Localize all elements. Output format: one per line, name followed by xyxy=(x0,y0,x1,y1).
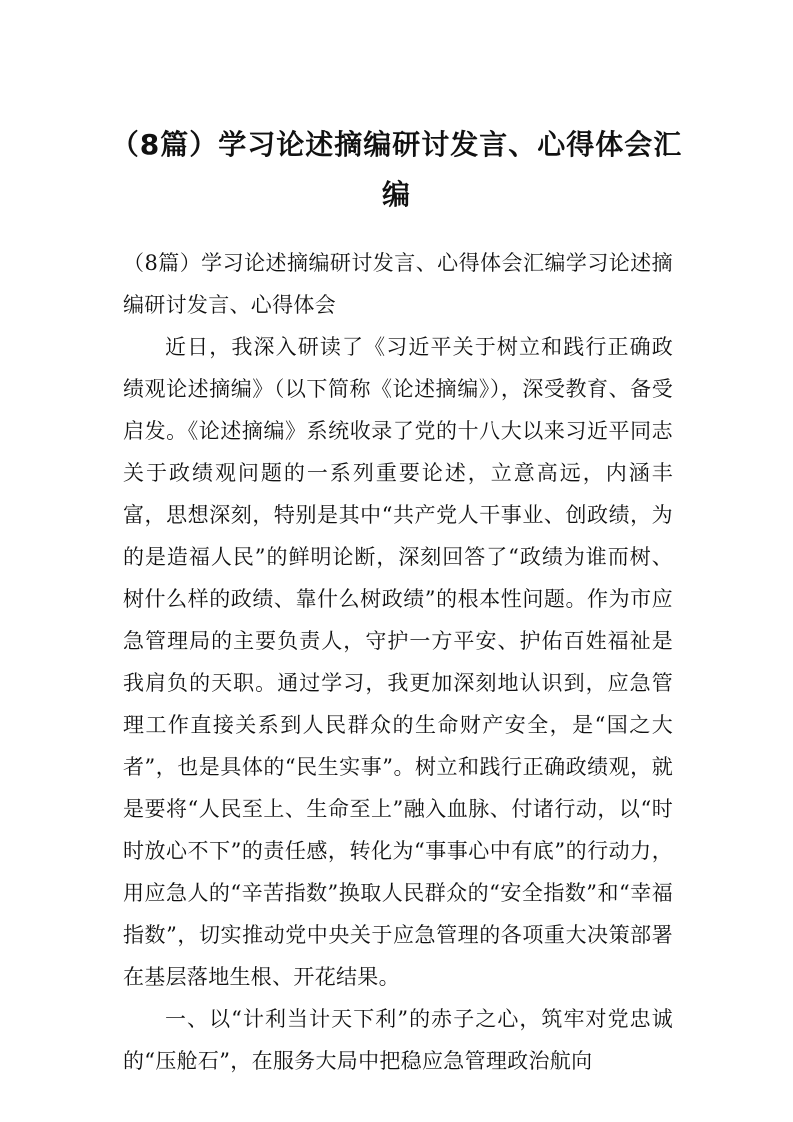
document-body xyxy=(123,242,673,1082)
subtitle-paragraph: （8篇）学习论述摘编研讨发言、心得体会汇编学习论述摘编研讨发言、心得体会 xyxy=(123,251,673,317)
document-title: （8篇）学习论述摘编研讨发言、心得体会汇编 xyxy=(110,128,683,211)
body-paragraph-intro: 近日，我深入研读了《习近平关于树立和践行正确政绩观论述摘编》（以下简称《论述摘编》），深受教育、备受启发。《论述摘编》系统收录了党的十八大以来习近平同志关于政绩观问题的一系列重要论述，立意高远，内涵丰富，思想深刻，特别是其中“共产党人干事业、创政绩，为的是造福人民”的鲜明论断，深刻回答了“政绩为谁而树、树什么样的政绩、靠什么树政绩”的根本性问题。作为市应急管理局的主要负责人，守护一方平安、护佑百姓福祉是我肩负的天职。通过学习，我更加深刻地认识到，应急管理工作直接关系到人民群众的生命财产安全，是“国之大者”，也是具体的“民生实事”。树立和践行正确政绩观，就是要将“人民至上、生命至上”融入血脉、付诸行动，以“时时放心不下”的责任感，转化为“事事心中有底”的行动力，用应急人的“辛苦指数”换取人民群众的“安全指数”和“幸福指数”，切实推动党中央关于应急管理的各项重大决策部署在基层落地生根、开花结果。 xyxy=(123,335,673,989)
section-heading-1: 一、以“计利当计天下利”的赤子之心，筑牢对党忠诚的“压舱石”，在服务大局中把稳应急管理政治航向 xyxy=(123,1007,673,1073)
